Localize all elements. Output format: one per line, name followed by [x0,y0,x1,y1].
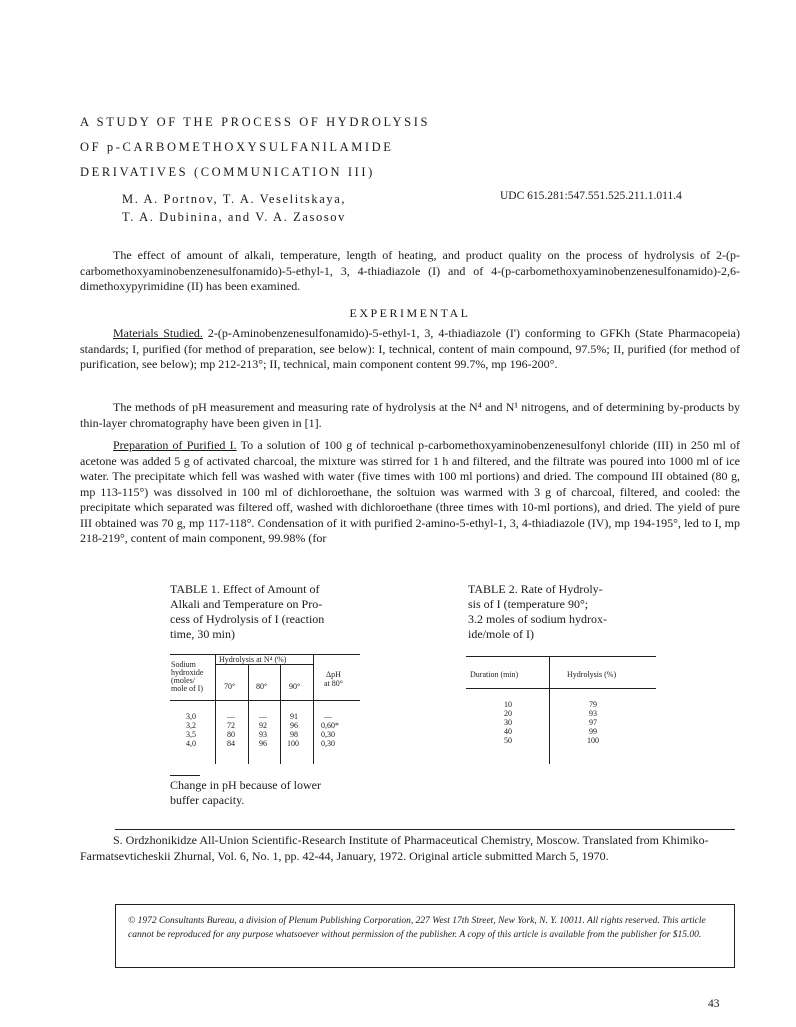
footnote-line: buffer capacity. [170,793,245,807]
table1-cell: — [259,712,267,721]
header-line: (moles/ [171,676,195,685]
methods-paragraph: The methods of pH measurement and measuring rate of hydrolysis at the N⁴ and N¹ nitrogens, and of determining by-products by thin-layer chromatography have been given in [1]. [80,400,740,430]
table1-header-group: Hydrolysis at N⁴ (%) [219,655,287,664]
table1-header-temp: 70° [224,682,236,691]
table1-cell: 98 [290,730,298,739]
udc-code: UDC 615.281:547.551.525.211.1.011.4 [500,190,682,202]
table2-header-rule [466,688,656,689]
table1-cell: 96 [259,739,267,748]
table1-cell: 92 [259,721,267,730]
table1-footnote-rule [170,775,200,776]
affiliation: S. Ordzhonikidze All-Union Scientific-Research Institute of Pharmaceutical Chemistry, Moscow. Translated from Khimiko-Farmatsevticheskii Zhurnal, Vol. 6, No. 1, pp. 42-44, January, 1972. Original article submitted March 5, 1970. [80,833,709,863]
table1-cell: 96 [290,721,298,730]
table2-cell: 97 [589,718,597,727]
table1-cell: 100 [287,739,299,748]
table2-col-rule [549,656,550,764]
authors-line-1: M. A. Portnov, T. A. Veselitskaya, [122,192,347,206]
table2-cell: 100 [587,736,599,745]
preparation-heading: Preparation of Purified I. [113,438,237,452]
footnote-line: Change in pH because of lower [170,778,321,792]
materials-paragraph [80,326,740,373]
table1-cell: 0,30 [321,739,335,748]
table2-cell: 50 [504,736,512,745]
table2-caption-line: TABLE 2. Rate of Hydroly- [468,582,603,596]
table2-caption [468,582,668,642]
table1-caption-line: TABLE 1. Effect of Amount of [170,582,320,596]
abstract: The effect of amount of alkali, temperature, length of heating, and product quality on the process of hydrolysis of 2-(p-carbomethoxyaminobenzenesulfonamido)-5-ethyl-1, 3, 4-thiadiazole (I) and of 4-(p-carbomethoxyaminobenzenesulfonamido)-2,6-dimethoxypyrimidine (II) has been examined. [80,248,740,293]
title-line-2: OF p-CARBOMETHOXYSULFANILAMIDE [80,140,394,154]
table1-col-rule [248,664,249,764]
table1-header-rule [170,700,360,701]
table1-group-rule [215,664,313,665]
table1-caption [170,582,370,642]
materials-heading: Materials Studied. [113,326,203,340]
table2-header-hydrolysis: Hydrolysis (%) [567,670,617,679]
title-line-1: A STUDY OF THE PROCESS OF HYDROLYSIS [80,115,431,129]
authors [122,190,482,226]
table1-cell: — [227,712,235,721]
table2-cell: 40 [504,727,512,736]
table1-caption-line: Alkali and Temperature on Pro- [170,597,323,611]
header-line: Sodium [171,660,196,669]
section-heading: EXPERIMENTAL [349,306,471,320]
table1-col-rule [313,654,314,764]
table1-cell: 4,0 [186,739,196,748]
table1-header-dph [324,670,343,688]
table1-cell: — [324,712,332,721]
table1-cell: 0,30 [321,730,335,739]
copyright-text: © 1972 Consultants Bureau, a division of Plenum Publishing Corporation, 227 West 17th Street, New York, N. Y. 10011. All rights reserved. This article cannot be reproduced for any purpose whatsoever without permission of the publisher. A copy of this article is available from the publisher for $15.00. [128,916,706,940]
table1-cell: 84 [227,739,235,748]
article-title [80,110,580,185]
table1-header-temp: 90° [289,682,301,691]
table2-cell: 79 [589,700,597,709]
table2-caption-line: ide/mole of I) [468,627,534,641]
table2 [466,656,656,766]
header-line: mole of I) [171,684,203,693]
table2-caption-line: 3.2 moles of sodium hydrox- [468,612,607,626]
table1-cell: 91 [290,712,298,721]
table1-cell: 3,0 [186,712,196,721]
table1-col-rule [280,664,281,764]
table1-col-rule [215,654,216,764]
table2-cell: 99 [589,727,597,736]
table1-footnote [170,778,370,808]
table1-cell: 80 [227,730,235,739]
header-line: at 80° [324,679,343,688]
header-line: ΔpH [326,670,341,679]
table2-top-rule [466,656,656,657]
preparation-paragraph [80,438,740,547]
table1-header-sodium [171,661,203,693]
table2-header-duration: Duration (min) [470,670,519,679]
preparation-text: To a solution of 100 g of technical p-carbomethoxyaminobenzenesulfonyl chloride (III) in 250 ml of acetone was added 5 g of activated charcoal, the mixture was stirred for 1 h and filtered, and the filtrate was poured into 1000 ml of ice water. The precipitate which fell was washed with water (five times with 100 ml portions) and dried. The compound III obtained (80 g, mp 113-115°) was dissolved in 100 ml of dichloroethane, the soltuion was warmed with 3 g of charcoal, filtered, and cooled: the precipitate which separated was filtered off, washed with dichloroethane (three times with 10-ml portions), and dried. The yield of pure III obtained was 70 g, mp 117-118°. Condensation of it with purified 2-amino-5-ethyl-1, 3, 4-thiadiazole (IV), mp 194-195°, led to I, mp 218-219°, content of main component, 99.98% (for [80,438,741,545]
affiliation-rule [115,829,735,830]
table1-cell: 0,60* [321,721,339,730]
table1-cell: 72 [227,721,235,730]
table1-caption-line: cess of Hydrolysis of I (reaction [170,612,325,626]
copyright-box [115,904,735,968]
table2-cell: 10 [504,700,512,709]
table1-header-temp: 80° [256,682,268,691]
table1 [170,654,360,774]
title-line-3: DERIVATIVES (COMMUNICATION III) [80,165,375,179]
table2-cell: 93 [589,709,597,718]
table1-cell: 93 [259,730,267,739]
table2-caption-line: sis of I (temperature 90°; [468,597,589,611]
table1-cell: 3,2 [186,721,196,730]
materials-text: 2-(p-Aminobenzenesulfonamido)-5-ethyl-1, 3, 4-thiadiazole (I') conforming to GFKh (State Pharmacopeia) standards; I, purified (for method of preparation, see below): I, technical, content of main compound, 97.5%; II, purified (for method of purification, see below); mp 212-213°; II, technical, main component content 99.7%, mp 196-200°. [80,326,740,371]
table1-caption-line: time, 30 min) [170,627,235,641]
table2-cell: 30 [504,718,512,727]
page-number: 43 [708,998,720,1010]
header-line: hydroxide [171,668,204,677]
table1-cell: 3,5 [186,730,196,739]
authors-line-2: T. A. Dubinina, and V. A. Zasosov [122,210,346,224]
table2-cell: 20 [504,709,512,718]
